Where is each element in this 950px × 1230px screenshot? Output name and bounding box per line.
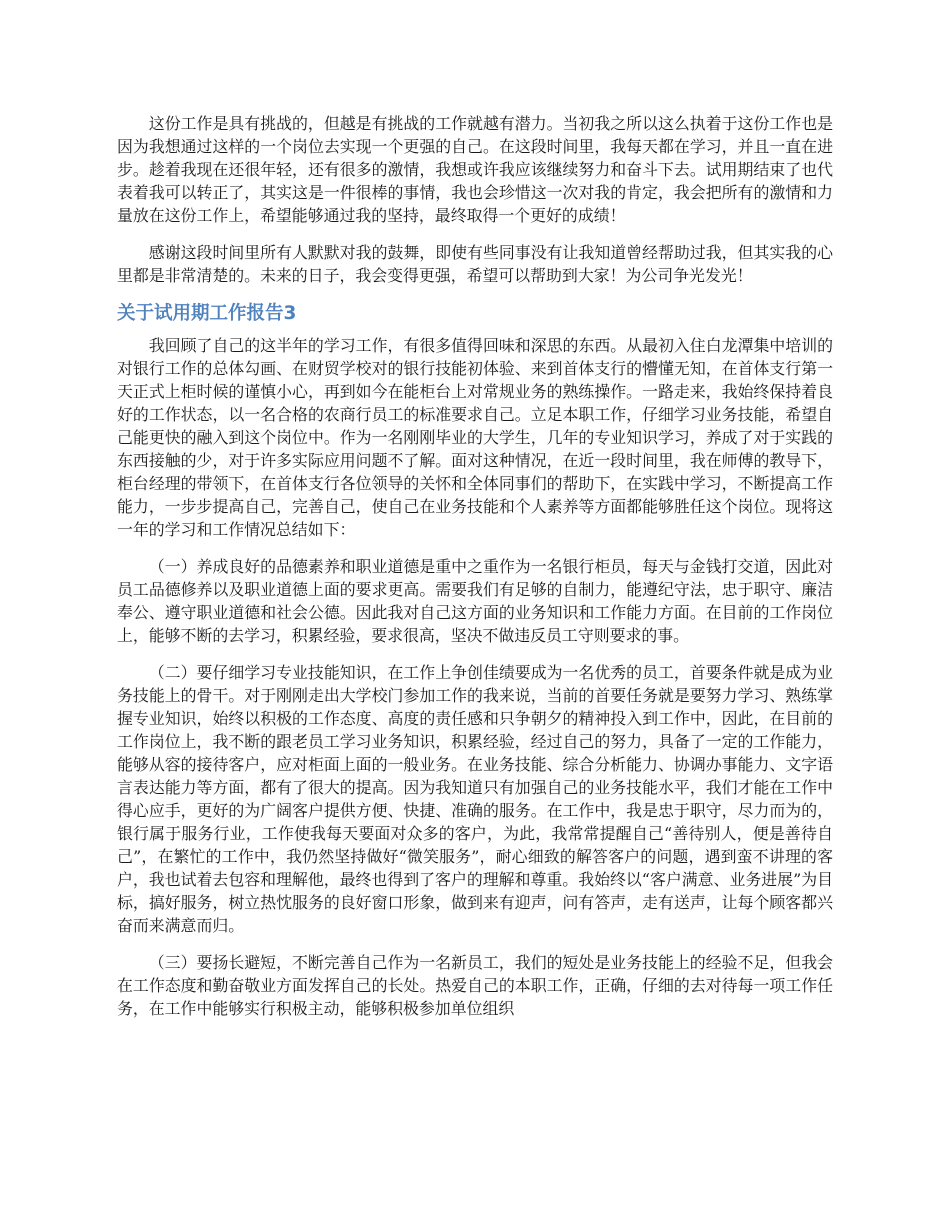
body-paragraph: 这份工作是具有挑战的，但越是有挑战的工作就越有潜力。当初我之所以这么执着于这份工作也是因为我想通过这样的一个岗位去实现一个更强的自己。在这段时间里，我每天都在学习，并且一直在进步。趁着我现在还很年轻，还有很多的激情，我想或许我应该继续努力和奋斗下去。试用期结束了也代表着我可以转正了，其实这是一件很棒的事情，我也会珍惜这一次对我的肯定，我会把所有的激情和力量放在这份工作上，希望能够通过我的坚持，最终取得一个更好的成绩！ xyxy=(117,114,833,225)
body-paragraph: 感谢这段时间里所有人默默对我的鼓舞，即使有些同事没有让我知道曾经帮助过我，但其实我的心里都是非常清楚的。未来的日子，我会变得更强，希望可以帮助到大家！为公司争光发光！ xyxy=(117,243,833,285)
body-paragraph: （二）要仔细学习专业技能知识，在工作上争创佳绩要成为一名优秀的员工，首要条件就是成为业务技能上的骨干。对于刚刚走出大学校门参加工作的我来说，当前的首要任务就是要努力学习、熟练掌握专业知识，始终以积极的工作态度、高度的责任感和只争朝夕的精神投入到工作中，因此，在目前的工作岗位上，我不断的跟老员工学习业务知识，积累经验，经过自己的努力，具备了一定的工作能力，能够从容的接待客户，应对柜面上面的一般业务。在业务技能、综合分析能力、协调办事能力、文字语言表达能力等方面，都有了很大的提高。因为我知道只有加强自己的业务技能水平，我们才能在工作中得心应手，更好的为广阔客户提供方便、快捷、准确的服务。在工作中，我是忠于职守，尽力而为的，银行属于服务行业，工作使我每天要面对众多的客户，为此，我常常提醒自己“善待别人，便是善待自己”，在繁忙的工作中，我仍然坚持做好“微笑服务”，耐心细致的解答客户的问题，遇到蛮不讲理的客户，我也试着去包容和理解他，最终也得到了客户的理解和尊重。我始终以“客户满意、业务进展”为目标，搞好服务，树立热忱服务的良好窗口形象，做到来有迎声，问有答声，走有送声，让每个顾客都兴奋而来满意而归。 xyxy=(117,663,833,935)
body-paragraph: 我回顾了自己的这半年的学习工作，有很多值得回味和深思的东西。从最初入住白龙潭集中培训的对银行工作的总体勾画、在财贸学校对的银行技能初体验、来到首体支行的懵懂无知，在首体支行第一天正式上柜时候的谨慎小心，再到如今在能柜台上对常规业务的熟练操作。一路走来，我始终保持着良好的工作状态，以一名合格的农商行员工的标准要求自己。立足本职工作，仔细学习业务技能，希望自己能更快的融入到这个岗位中。作为一名刚刚毕业的大学生，几年的专业知识学习，养成了对于实践的东西接触的少，对于许多实际应用问题不了解。面对这种情况，在近一段时间里，我在师傅的教导下，柜台经理的带领下，在首体支行各位领导的关怀和全体同事们的帮助下，在实践中学习，不断提高工作能力，一步步提高自己，完善自己，使自己在业务技能和个人素养等方面都能够胜任这个岗位。现将这一年的学习和工作情况总结如下： xyxy=(117,336,833,539)
body-paragraph: （三）要扬长避短，不断完善自己作为一名新员工，我们的短处是业务技能上的经验不足，但我会在工作态度和勤奋敬业方面发挥自己的长处。热爱自己的本职工作，正确，仔细的去对待每一项工作任务，在工作中能够实行积极主动，能够积极参加单位组织 xyxy=(117,953,833,1018)
document-page xyxy=(117,112,833,1034)
body-paragraph: （一）养成良好的品德素养和职业道德是重中之重作为一名银行柜员，每天与金钱打交道，因此对员工品德修养以及职业道德上面的要求更高。需要我们有足够的自制力，能遵纪守法，忠于职守、廉洁奉公、遵守职业道德和社会公德。因此我对自己这方面的业务知识和工作能力方面。在目前的工作岗位上，能够不断的去学习，积累经验，要求很高，坚决不做违反员工守则要求的事。 xyxy=(117,557,833,645)
section-heading: 关于试用期工作报告3 xyxy=(117,303,297,324)
